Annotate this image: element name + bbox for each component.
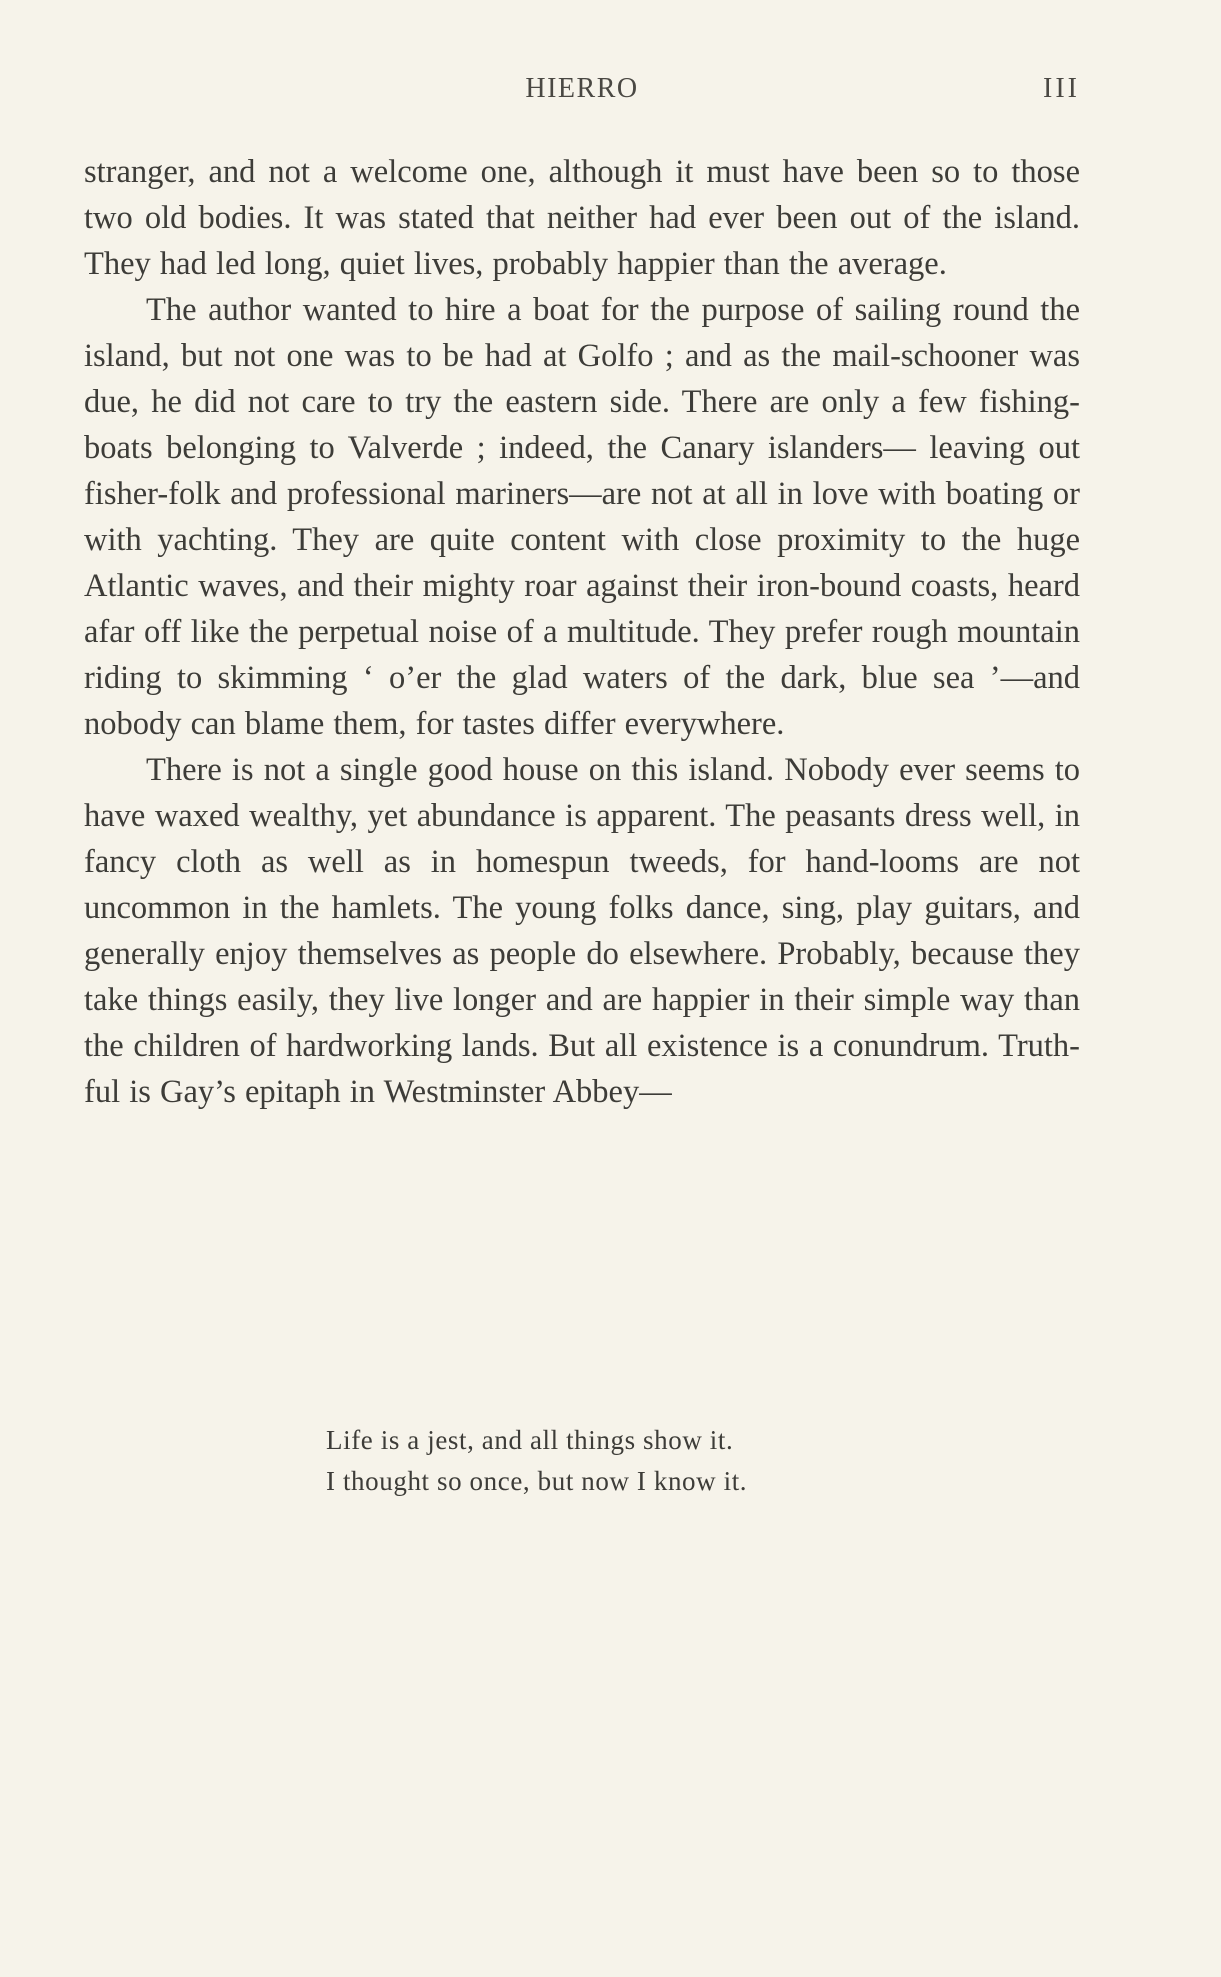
page-header — [84, 73, 1080, 113]
paragraph-boat: The author wanted to hire a boat for the purpose of sailing round the island, but not one was to be had at Golfo ; and as the mail-schooner was due, he did not care to try the eastern side. There are only a few fishing-boats belonging to Valverde ; indeed, the Canary islanders— leaving out fisher-folk and professional mariners—are not at all in love with boating or with yachting. They are quite content with close proximity to the huge Atlantic waves, and their mighty roar against their iron-bound coasts, heard afar off like the perpetual noise of a multitude. They prefer rough mountain riding to skimming ‘ o’er the glad waters of the dark, blue sea ’—and nobody can blame them, for tastes differ everywhere. — [84, 292, 1080, 742]
paragraph-island-life: There is not a single good house on this island. Nobody ever seems to have waxed wealthy, yet abundance is apparent. The peasants dress well, in fancy cloth as well as in homespun tweeds, for hand-looms are not uncommon in the hamlets. The young folks dance, sing, play guitars, and generally enjoy themselves as people do elsewhere. Probably, because they take things easily, they live longer and are happier in their simple way than the children of hardworking lands. But all existence is a conundrum. Truthful is Gay’s epitaph in Westminster Abbey— — [84, 752, 1080, 1110]
page-number: III — [1043, 73, 1080, 104]
body-text — [84, 149, 1080, 1115]
epitaph-verse — [326, 1420, 946, 1502]
paragraph-continued: stranger, and not a welcome one, although it must have been so to those two old bodies. It was stated that neither had ever been out of the island. They had led long, quiet lives, probably happier than the average. — [84, 154, 1080, 282]
running-head: HIERRO — [525, 73, 639, 104]
verse-line: I thought so once, but now I know it. — [326, 1466, 748, 1496]
verse-line: Life is a jest, and all things show it. — [326, 1425, 734, 1455]
